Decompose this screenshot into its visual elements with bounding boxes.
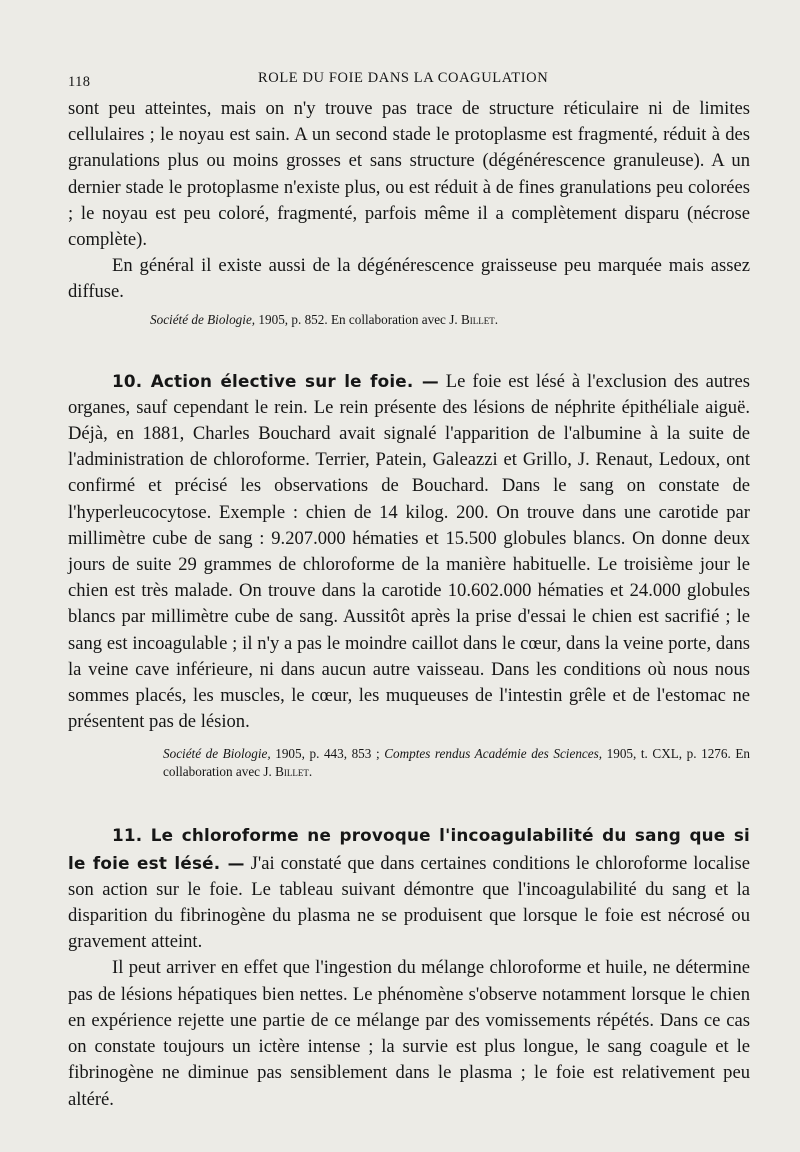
running-head [68, 68, 750, 96]
section-10-body: Le foie est lésé à l'exclusion des autres organes, sauf cependant le rein. Le rein présente des lésions de néphrite épithéliale aiguë. Déjà, en 1881, Charles Bouchard avait signalé l'apparition de l'albumine à la suite de l'administration de chloroforme. Terrier, Patein, Galeazzi et Grillo, J. Renaut, Ledoux, ont confirmé et précisé les observations de Bouchard. Dans le sang on constate de l'hyperleucocytose. Exemple : chien de 14 kilog. 200. On trouve dans une carotide par millimètre cube de sang : 9.207.000 hématies et 15.500 globules blancs. On donne deux jours de suite 29 grammes de chloroforme de la manière habituelle. Le troisième jour le chien est très malade. On trouve dans la carotide 10.602.000 hématies et 24.000 globules blancs par millimètre cube de sang. Aussitôt après la prise d'essai le chien est sacrifié ; le sang est incoagulable ; il n'y a pas le moindre caillot dans le cœur, dans la veine porte, dans la veine cave inférieure, ni dans aucun autre vaisseau. Dans les conditions où nous nous sommes placés, les muscles, le cœur, les muqueuses de l'intestin grêle et de l'estomac ne présentent pas de lésion. [68, 370, 750, 733]
page-number: 118 [68, 74, 91, 90]
section-10-citation [68, 745, 750, 780]
intro-citation [150, 311, 750, 328]
intro-paragraph-1: sont peu atteintes, mais on n'y trouve pas trace de structure réticulaire ni de limites cellulaires ; le noyau est sain. A un second stade le protoplasme est fragmenté, réduit à des granulations plus ou moins grosses et sans structure (dégénérescence granuleuse). A un dernier stade le protoplasme n'existe plus, ou est réduit à de fines granulations peu colorées ; le noyau est peu coloré, fragmenté, parfois même il a complètement disparu (nécrose complète). [68, 98, 750, 251]
citation-author: Billet. [460, 311, 499, 327]
section-11-paragraph-2: Il peut arriver en effet que l'ingestion du mélange chloroforme et huile, ne détermine pas de lésions hépatiques bien nettes. Le phénomène s'observe notamment lorsque le chien en expérience rejette une partie de ce mélange par des vomissements répétés. Dans ce cas on constate toujours un ictère intense ; la survie est plus longue, le sang coagule et le fibrinogène ne diminue pas sensiblement dans le plasma ; le foie est relativement peu altéré. [68, 957, 750, 1110]
section-11 [68, 822, 750, 1112]
citation-pages: 1905, p. 443, 853 ; [275, 746, 380, 762]
section-11-heading: 11. Le chloroforme ne provoque l'incoagulabilité du sang que si le foie est lésé. — [68, 825, 750, 873]
section-10-heading: 10. Action élective sur le foie. — [112, 370, 439, 391]
citation-source-2: Comptes rendus Académie des Sciences, [384, 746, 603, 762]
citation-source-1: Société de Biologie, [163, 746, 271, 762]
citation-details: 1905, p. 852. En collaboration avec J. [258, 311, 458, 327]
section-10-paragraph [68, 368, 750, 736]
citation-source: Société de Biologie, [150, 311, 256, 327]
citation-details: 1905, t. CXL, p. 1276. En collaboration avec J. [163, 746, 751, 779]
citation-author: Billet. [275, 763, 313, 779]
running-title: ROLE DU FOIE DANS LA COAGULATION [258, 70, 549, 86]
section-11-paragraph-1 [68, 822, 750, 955]
section-11-body-1: J'ai constaté que dans certaines conditions le chloroforme localise son action sur le foie. Le tableau suivant démontre que l'incoagulabilité du sang et la disparition du fibrinogène du plasma ne se produisent que lorsque le foie est nécrosé ou gravement atteint. [68, 852, 750, 953]
section-10 [68, 368, 750, 781]
intro-paragraph-2: En général il existe aussi de la dégénérescence graisseuse peu marquée mais assez diffuse. [68, 255, 750, 303]
